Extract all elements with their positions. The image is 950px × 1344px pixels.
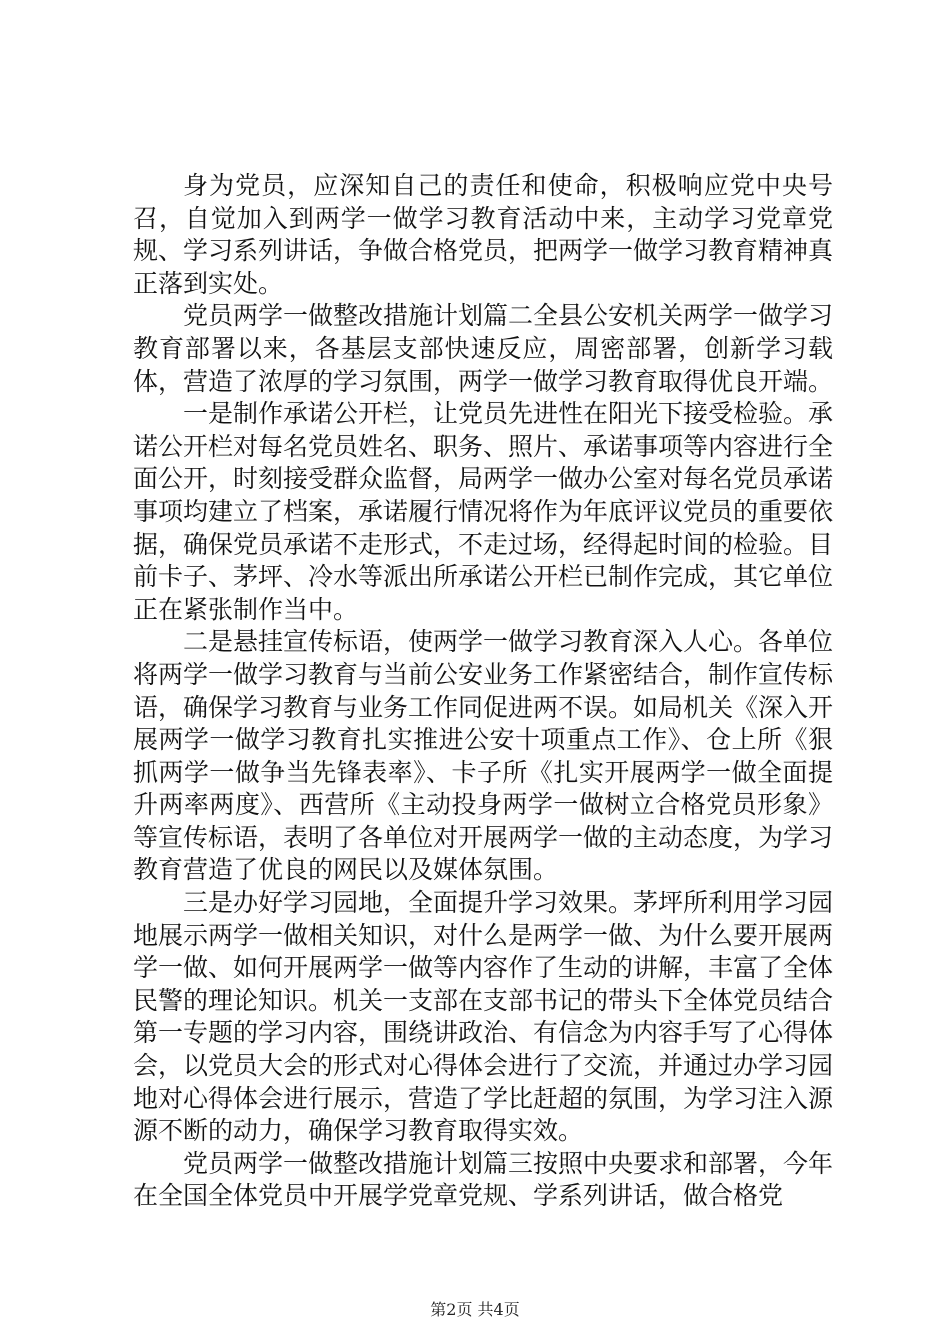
paragraph-6: 党员两学一做整改措施计划篇三按照中央要求和部署，今年在全国全体党员中开展学党章党规、学系列讲话，做合格党 bbox=[133, 1148, 834, 1211]
paragraph-3: 一是制作承诺公开栏，让党员先进性在阳光下接受检验。承诺公开栏对每名党员姓名、职务、照片、承诺事项等内容进行全面公开，时刻接受群众监督，局两学一做办公室对每名党员承诺事项均建立了档案，承诺履行情况将作为年底评议党员的重要依据，确保党员承诺不走形式，不走过场，经得起时间的检验。目前卡子、茅坪、冷水等派出所承诺公开栏已制作完成，其它单位正在紧张制作当中。 bbox=[133, 399, 834, 624]
paragraph-1: 身为党员，应深知自己的责任和使命，积极响应党中央号召，自觉加入到两学一做学习教育活动中来，主动学习党章党规、学习系列讲话，争做合格党员，把两学一做学习教育精神真正落到实处。 bbox=[133, 171, 834, 298]
paragraph-2: 党员两学一做整改措施计划篇二全县公安机关两学一做学习教育部署以来，各基层支部快速反应，周密部署，创新学习载体，营造了浓厚的学习氛围，两学一做学习教育取得优良开端。 bbox=[133, 301, 834, 396]
paragraph-5: 三是办好学习园地，全面提升学习效果。茅坪所利用学习园地展示两学一做相关知识，对什么是两学一做、为什么要开展两学一做、如何开展两学一做等内容作了生动的讲解，丰富了全体民警的理论知识。机关一支部在支部书记的带头下全体党员结合第一专题的学习内容，围绕讲政治、有信念为内容手写了心得体会，以党员大会的形式对心得体会进行了交流，并通过办学习园地对心得体会进行展示，营造了学比赶超的氛围，为学习注入源源不断的动力，确保学习教育取得实效。 bbox=[133, 888, 834, 1146]
paragraph-4: 二是悬挂宣传标语，使两学一做学习教育深入人心。各单位将两学一做学习教育与当前公安业务工作紧密结合，制作宣传标语，确保学习教育与业务工作同促进两不误。如局机关《深入开展两学一做学习教育扎实推进公安十项重点工作》、仓上所《狠抓两学一做争当先锋表率》、卡子所《扎实开展两学一做全面提升两率两度》、西营所《主动投身两学一做树立合格党员形象》等宣传标语，表明了各单位对开展两学一做的主动态度，为学习教育营造了优良的网民以及媒体氛围。 bbox=[133, 627, 834, 885]
page-footer: 第2页 共4页 bbox=[430, 1300, 520, 1319]
document-body bbox=[133, 170, 833, 1213]
